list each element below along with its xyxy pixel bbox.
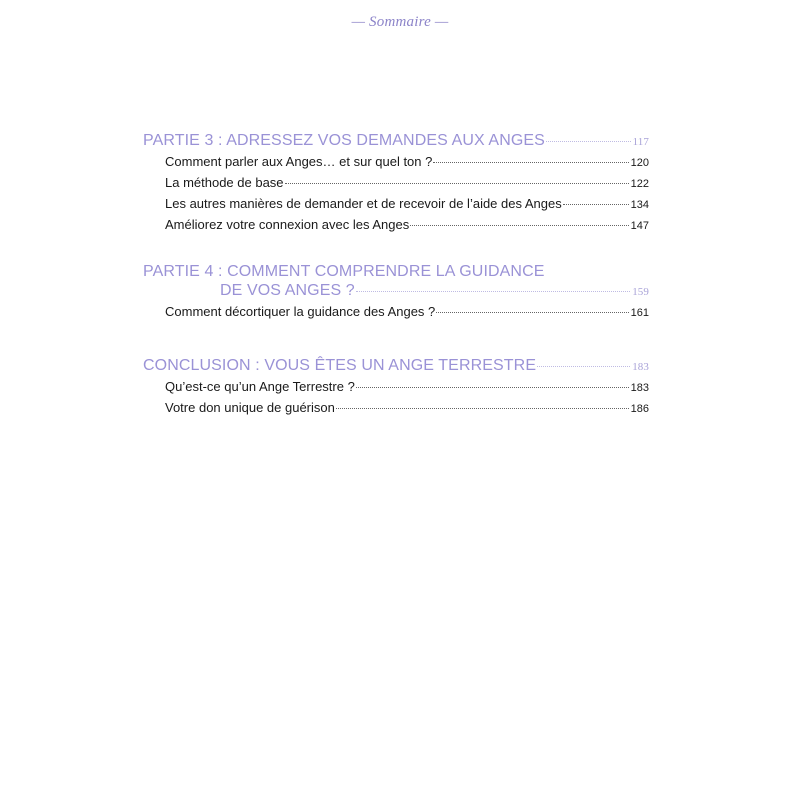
toc-page-number: 183 — [632, 361, 649, 373]
toc-section-part-3 — [143, 131, 649, 236]
toc-section-conclusion — [143, 356, 649, 419]
dot-leader — [356, 291, 630, 292]
toc-entry-label: Qu’est-ce qu’un Ange Terrestre ? — [165, 379, 355, 394]
toc-entry-label: La méthode de base — [165, 175, 284, 190]
toc-entry[interactable] — [143, 152, 649, 173]
dot-leader — [546, 141, 631, 142]
toc-page-number: 134 — [630, 199, 649, 211]
toc-section-part-4 — [143, 262, 649, 323]
toc-entry-label: Améliorez votre connexion avec les Anges — [165, 217, 410, 232]
toc-page-number: 122 — [630, 178, 649, 190]
dot-leader — [433, 162, 628, 163]
toc-page-number: 183 — [630, 382, 649, 394]
toc-part-heading[interactable] — [143, 281, 649, 302]
toc-entry[interactable] — [143, 398, 649, 419]
toc-page-number: 159 — [632, 286, 649, 298]
dot-leader — [563, 204, 629, 205]
toc-entry[interactable] — [143, 215, 649, 236]
page-header-title: — Sommaire — — [351, 14, 449, 30]
toc-entry[interactable] — [143, 377, 649, 398]
dot-leader — [285, 183, 629, 184]
dot-leader — [436, 312, 628, 313]
dot-leader — [410, 225, 628, 226]
dot-leader — [356, 387, 629, 388]
toc-entry-label: Votre don unique de guérison — [165, 400, 335, 415]
dot-leader — [336, 408, 629, 409]
toc-entry[interactable] — [143, 302, 649, 323]
toc-entry-label: Comment parler aux Anges… et sur quel ton ? — [165, 154, 433, 169]
toc-entry-label: Les autres manières de demander et de recevoir de l’aide des Anges — [165, 196, 562, 211]
dot-leader — [537, 366, 630, 367]
toc-part-title: PARTIE 3 : ADRESSEZ VOS DEMANDES AUX ANGES — [143, 132, 545, 149]
toc-page-number: 161 — [630, 307, 649, 319]
toc-part-title-line-2: DE VOS ANGES ? — [220, 282, 355, 299]
toc-entry-label: Comment décortiquer la guidance des Anges ? — [165, 304, 436, 319]
toc-part-heading[interactable] — [143, 356, 649, 377]
toc-page-number: 120 — [630, 157, 649, 169]
toc-part-title: CONCLUSION : VOUS ÊTES UN ANGE TERRESTRE — [143, 357, 537, 374]
toc-page-number: 186 — [630, 403, 649, 415]
toc-page-number: 117 — [632, 136, 649, 148]
toc-part-title-line-1[interactable]: PARTIE 4 : COMMENT COMPRENDRE LA GUIDANCE — [143, 263, 545, 280]
toc-entry[interactable] — [143, 173, 649, 194]
toc-entry[interactable] — [143, 194, 649, 215]
toc-page-number: 147 — [630, 220, 649, 232]
toc-part-heading[interactable] — [143, 131, 649, 152]
